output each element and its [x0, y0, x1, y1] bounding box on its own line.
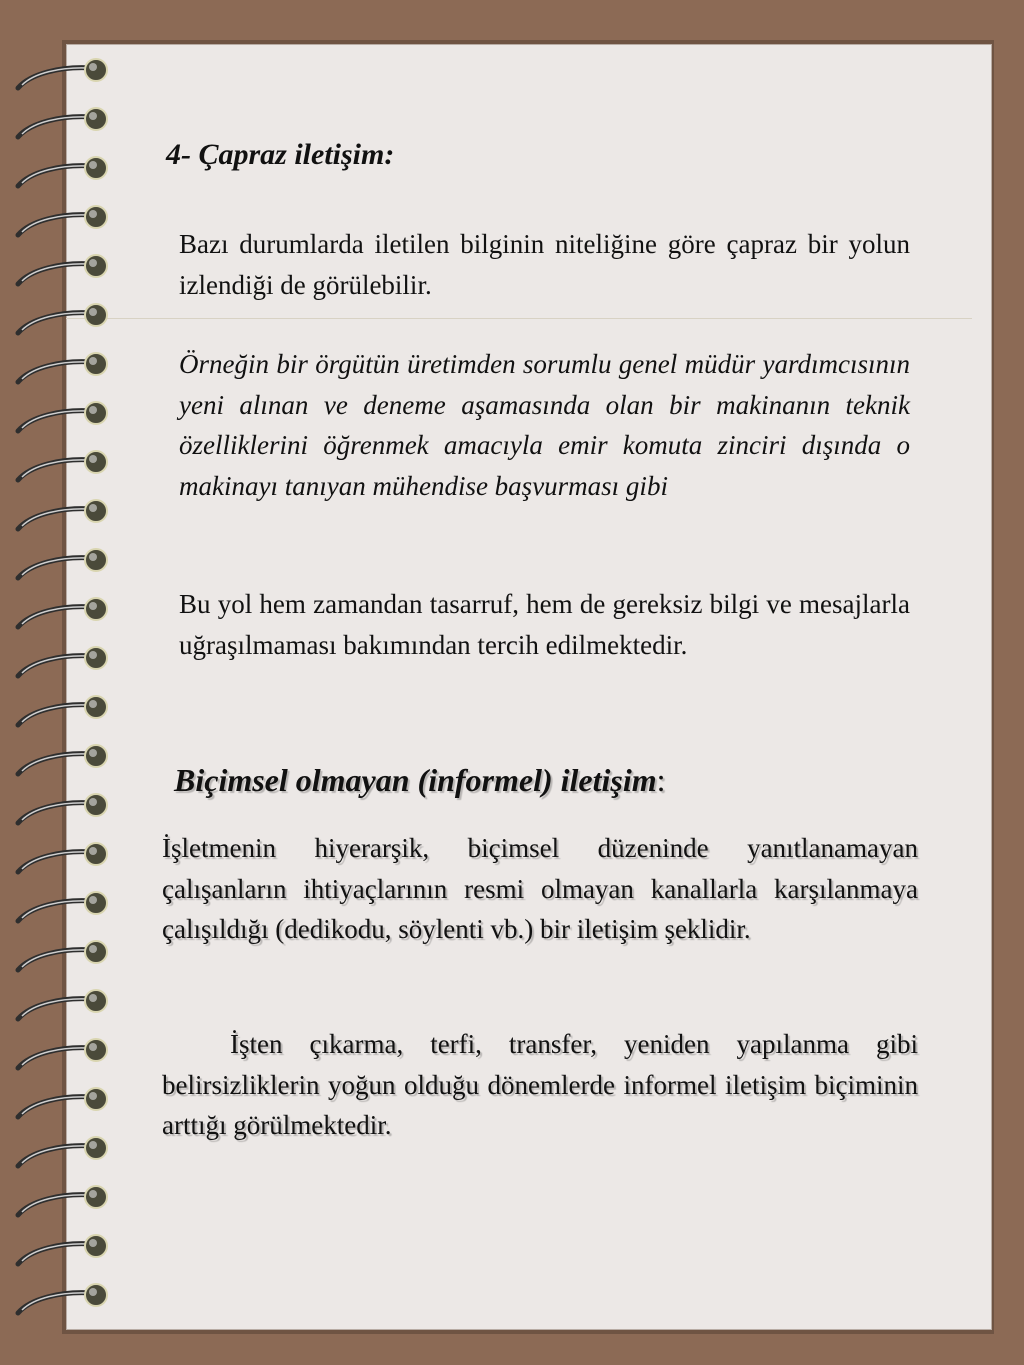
section-heading-informal: [174, 762, 666, 799]
page-rule-line: [66, 318, 972, 319]
spiral-ring-icon: [18, 304, 107, 333]
informal-heading-colon: :: [656, 762, 666, 798]
spiral-ring-icon: [18, 647, 107, 676]
spiral-ring-icon: [18, 1039, 107, 1068]
section-heading-cross: 4- Çapraz iletişim:: [166, 138, 395, 171]
spiral-ring-icon: [18, 843, 107, 872]
informal-note-paragraph: İşten çıkarma, terfi, transfer, yeniden yapılanma gibi belirsizliklerin yoğun olduğu dönemlerde informel iletişim biçiminin arttığı görülmektedir.: [162, 1029, 918, 1140]
spiral-ring-icon: [18, 1186, 107, 1215]
spiral-ring-icon: [18, 500, 107, 529]
spiral-ring-icon: [18, 255, 107, 284]
spiral-ring-icon: [18, 402, 107, 431]
spiral-ring-icon: [18, 990, 107, 1019]
informal-definition-paragraph: İşletmenin hiyerarşik, biçimsel düzeninde yanıtlanamayan çalışanların ihtiyaçlarının resmi olmayan kanallarla karşılanmaya çalışıldığı (dedikodu, söylenti vb.) bir iletişim şeklidir.: [162, 833, 918, 944]
cross-benefit-paragraph: Bu yol hem zamandan tasarruf, hem de gereksiz bilgi ve mesajlarla uğraşılmaması bakımından tercih edilmektedir.: [179, 589, 910, 660]
spiral-ring-icon: [18, 941, 107, 970]
spiral-ring-icon: [18, 451, 107, 480]
cross-intro-paragraph: Bazı durumlarda iletilen bilginin niteliğine göre çapraz bir yolun izlendiği de görülebilir.: [179, 229, 910, 300]
spiral-ring-icon: [18, 1235, 107, 1264]
spiral-ring-icon: [18, 1137, 107, 1166]
spiral-ring-icon: [18, 353, 107, 382]
spiral-binding-icon: [0, 0, 130, 1365]
spiral-ring-icon: [18, 745, 107, 774]
spiral-ring-icon: [18, 206, 107, 235]
cross-example-paragraph: Örneğin bir örgütün üretimden sorumlu genel müdür yardımcısının yeni alınan ve deneme aşamasında olan bir makinanın teknik özelliklerini öğrenmek amacıyla emir komuta zinciri dışında o makinayı tanıyan mühendise başvurması gibi: [179, 349, 910, 501]
spiral-ring-icon: [18, 1088, 107, 1117]
spiral-ring-icon: [18, 1284, 107, 1313]
spiral-ring-icon: [18, 157, 107, 186]
spiral-ring-icon: [18, 598, 107, 627]
spiral-ring-icon: [18, 59, 107, 88]
spiral-ring-icon: [18, 549, 107, 578]
spiral-ring-icon: [18, 696, 107, 725]
spiral-ring-icon: [18, 892, 107, 921]
informal-heading-text: Biçimsel olmayan (informel) iletişim: [174, 762, 657, 798]
spiral-ring-icon: [18, 794, 107, 823]
spiral-ring-icon: [18, 108, 107, 137]
